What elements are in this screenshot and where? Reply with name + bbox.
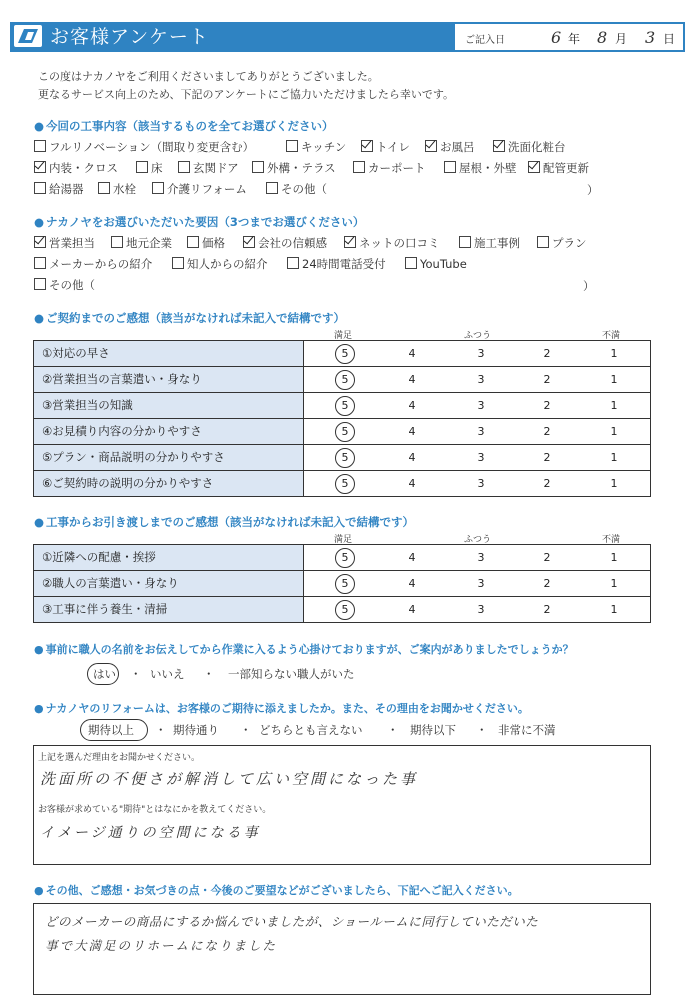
scale-label-dissatisfied: 不満 — [602, 535, 621, 545]
reason-other-close-paren: ） — [583, 279, 595, 293]
rating-2[interactable]: 2 — [543, 603, 551, 616]
intro-line-1: この度はナカノヤをご利用くださいましてありがとうございました。 — [38, 70, 379, 83]
rating-5-selected[interactable]: 5 — [335, 422, 355, 442]
rating-3[interactable]: 3 — [477, 477, 485, 490]
rating-2[interactable]: 2 — [543, 451, 551, 464]
rating-row — [34, 596, 650, 622]
rating-4[interactable]: 4 — [408, 551, 416, 564]
option-separator: ・ — [203, 667, 215, 681]
rating-1[interactable]: 1 — [610, 551, 618, 564]
rating-row-label: ⑥ご契約時の説明の分かりやすさ — [34, 471, 304, 496]
rating-2[interactable]: 2 — [543, 551, 551, 564]
rating-row-label: ⑤プラン・商品説明の分かりやすさ — [34, 445, 304, 470]
checkbox-box[interactable] — [187, 236, 199, 248]
rating-3[interactable]: 3 — [477, 347, 485, 360]
rating-1[interactable]: 1 — [610, 451, 618, 464]
option-separator: ・ — [155, 723, 167, 737]
checkbox-piping[interactable]: 配管更新 — [528, 161, 589, 175]
option-above-expectation[interactable]: 期待以上 — [88, 723, 134, 737]
rating-1[interactable]: 1 — [610, 477, 618, 490]
option-yes[interactable]: はい — [93, 667, 116, 681]
checkbox-box[interactable] — [178, 161, 190, 173]
checkbox-friend-referral[interactable]: 知人からの紹介 — [172, 257, 268, 271]
rating-4[interactable]: 4 — [408, 425, 416, 438]
checkbox-box[interactable] — [34, 140, 46, 152]
reason-handwritten-answer[interactable]: 洗面所の不便さが解消して広い空間になった事 — [40, 770, 419, 788]
option-neutral[interactable]: どちらとも言えない — [259, 723, 363, 737]
scale-label-satisfied: 満足 — [334, 535, 353, 545]
option-separator: ・ — [240, 723, 252, 737]
checkbox-reason-other[interactable]: その他（ — [34, 278, 95, 292]
checkbox-box[interactable] — [252, 161, 264, 173]
rating-4[interactable]: 4 — [408, 477, 416, 490]
rating-row — [34, 366, 650, 392]
section-heading-expectation: ● ナカノヤのリフォームは、お客様のご期待に添えましたか。また、その理由をお聞かせください。 — [34, 702, 529, 715]
checkbox-box[interactable] — [537, 236, 549, 248]
checkbox-box[interactable] — [361, 140, 373, 152]
expectation-prompt-label: お客様が求めている"期待"とはなにかを教えてください。 — [38, 805, 272, 815]
rating-3[interactable]: 3 — [477, 451, 485, 464]
checkbox-box[interactable] — [34, 236, 46, 248]
checkbox-box[interactable] — [425, 140, 437, 152]
option-no[interactable]: いいえ — [150, 667, 185, 681]
rating-3[interactable]: 3 — [477, 577, 485, 590]
checkbox-sales-rep[interactable]: 営業担当 — [34, 236, 95, 250]
rating-4[interactable]: 4 — [408, 347, 416, 360]
checkbox-faucet[interactable]: 水栓 — [98, 182, 136, 196]
rating-1[interactable]: 1 — [610, 347, 618, 360]
option-partially-unknown[interactable]: 一部知らない職人がいた — [228, 667, 355, 681]
company-logo-icon — [14, 25, 42, 47]
checkbox-care-reform[interactable]: 介護リフォーム — [152, 182, 247, 196]
rating-4[interactable]: 4 — [408, 451, 416, 464]
handover-rating-table — [33, 544, 651, 623]
checkbox-box[interactable] — [405, 257, 417, 269]
rating-row — [34, 418, 650, 444]
checkbox-carport[interactable]: カーポート — [353, 161, 426, 175]
section-heading-contract: ● ご契約までのご感想（該当がなければ未記入で結構です） — [34, 311, 346, 325]
scale-label-satisfied: 満足 — [334, 331, 353, 341]
other-comment-line-2[interactable]: 事で大満足のリホームになりました — [45, 938, 278, 953]
checkbox-local-company[interactable]: 地元企業 — [111, 236, 172, 250]
rating-row-label: ①近隣への配慮・挨拶 — [34, 545, 304, 570]
option-separator: ・ — [130, 667, 142, 681]
rating-row-label: ④お見積り内容の分かりやすさ — [34, 419, 304, 444]
rating-1[interactable]: 1 — [610, 399, 618, 412]
checkbox-trust[interactable]: 会社の信頼感 — [243, 236, 327, 250]
rating-4[interactable]: 4 — [408, 373, 416, 386]
rating-row-label: ②職人の言葉遣い・身なり — [34, 571, 304, 596]
reason-prompt-label: 上記を選んだ理由をお聞かせください。 — [38, 753, 201, 763]
other-comment-line-1[interactable]: どのメーカーの商品にするか悩んでいましたが、ショールームに同行していただいた — [45, 914, 539, 929]
checkbox-box[interactable] — [286, 140, 298, 152]
rating-3[interactable]: 3 — [477, 551, 485, 564]
date-month-value[interactable]: 8 — [597, 28, 608, 47]
form-title: お客様アンケート — [50, 26, 209, 48]
rating-2[interactable]: 2 — [543, 399, 551, 412]
rating-5-selected[interactable]: 5 — [335, 548, 355, 568]
section-heading-other: ● その他、ご感想・お気づきの点・今後のご要望などがございましたら、下記へご記入ください。 — [34, 884, 519, 897]
date-label: ご記入日 — [465, 35, 505, 46]
rating-row-label: ③工事に伴う養生・清掃 — [34, 597, 304, 622]
checkbox-entrance-door[interactable]: 玄関ドア — [178, 161, 239, 175]
rating-2[interactable]: 2 — [543, 477, 551, 490]
rating-row-label: ③営業担当の知識 — [34, 393, 304, 418]
rating-2[interactable]: 2 — [543, 425, 551, 438]
rating-row — [34, 444, 650, 470]
checkbox-online-reviews[interactable]: ネットの口コミ — [344, 236, 440, 250]
rating-5-selected[interactable]: 5 — [335, 574, 355, 594]
option-as-expected[interactable]: 期待通り — [173, 723, 219, 737]
date-month-unit: 月 — [615, 32, 628, 46]
checkbox-box[interactable] — [172, 257, 184, 269]
date-day-value[interactable]: 3 — [645, 28, 656, 47]
scale-label-normal: ふつう — [464, 331, 492, 341]
checkbox-box[interactable] — [152, 182, 164, 194]
checkbox-bath[interactable]: お風呂 — [425, 140, 475, 154]
checkbox-box[interactable] — [98, 182, 110, 194]
section-heading-reason: ● ナカノヤをお選びいただいた要因（3つまでお選びください） — [34, 215, 365, 229]
option-separator: ・ — [476, 723, 488, 737]
intro-line-2: 更なるサービス向上のため、下記のアンケートにご協力いただけましたら幸いです。 — [38, 88, 455, 101]
checkbox-exterior-terrace[interactable]: 外構・テラス — [252, 161, 336, 175]
checkbox-work-other[interactable]: その他（ — [266, 182, 327, 196]
checkbox-box[interactable] — [34, 161, 46, 173]
checkbox-box[interactable] — [111, 236, 123, 248]
checkbox-box[interactable] — [34, 182, 46, 194]
scale-label-normal: ふつう — [464, 535, 492, 545]
rating-3[interactable]: 3 — [477, 399, 485, 412]
section-heading-craftsman: ● 事前に職人の名前をお伝えしてから作業に入るよう心掛けておりますが、ご案内がありましたでしょうか？ — [34, 643, 574, 656]
date-year-unit: 年 — [568, 32, 581, 46]
checkbox-box[interactable] — [287, 257, 299, 269]
checkbox-toilet[interactable]: トイレ — [361, 140, 410, 154]
checkbox-case-studies[interactable]: 施工事例 — [459, 236, 520, 250]
checkbox-box[interactable] — [34, 257, 46, 269]
checkbox-water-heater[interactable]: 給湯器 — [34, 182, 84, 196]
rating-2[interactable]: 2 — [543, 347, 551, 360]
rating-5-selected[interactable]: 5 — [335, 600, 355, 620]
rating-3[interactable]: 3 — [477, 373, 485, 386]
date-year-value[interactable]: 6 — [551, 28, 562, 47]
rating-5-selected[interactable]: 5 — [335, 448, 355, 468]
checkbox-box[interactable] — [459, 236, 471, 248]
checkbox-box[interactable] — [243, 236, 255, 248]
rating-5-selected[interactable]: 5 — [335, 474, 355, 494]
date-day-unit: 日 — [663, 32, 676, 46]
section-heading-work: ● 今回の工事内容（該当するものを全てお選びください） — [34, 119, 334, 133]
rating-3[interactable]: 3 — [477, 603, 485, 616]
rating-5-selected[interactable]: 5 — [335, 370, 355, 390]
rating-2[interactable]: 2 — [543, 577, 551, 590]
checkbox-interior-cloth[interactable]: 内装・クロス — [34, 161, 118, 175]
rating-row-label: ①対応の早さ — [34, 341, 304, 366]
rating-4[interactable]: 4 — [408, 577, 416, 590]
checkbox-box[interactable] — [528, 161, 540, 173]
rating-5-selected[interactable]: 5 — [335, 344, 355, 364]
rating-3[interactable]: 3 — [477, 425, 485, 438]
checkbox-plan[interactable]: プラン — [537, 236, 587, 250]
checkbox-box[interactable] — [353, 161, 365, 173]
checkbox-floor[interactable]: 床 — [136, 161, 163, 175]
checkbox-full-renovation[interactable]: フルリノベーション（間取り変更含む） — [34, 140, 254, 154]
checkbox-box[interactable] — [266, 182, 278, 194]
option-below-expectation[interactable]: 期待以下 — [410, 723, 456, 737]
rating-row — [34, 545, 650, 570]
rating-row — [34, 570, 650, 596]
checkbox-box[interactable] — [34, 278, 46, 290]
work-other-close-paren: ） — [587, 183, 599, 197]
rating-1[interactable]: 1 — [610, 425, 618, 438]
checkbox-maker-referral[interactable]: メーカーからの紹介 — [34, 257, 152, 271]
checkbox-box[interactable] — [493, 140, 505, 152]
rating-1[interactable]: 1 — [610, 373, 618, 386]
checkbox-box[interactable] — [444, 161, 456, 173]
rating-row — [34, 341, 650, 366]
rating-4[interactable]: 4 — [408, 603, 416, 616]
section-heading-handover: ● 工事からお引き渡しまでのご感想（該当がなければ未記入で結構です） — [34, 515, 415, 529]
option-separator: ・ — [387, 723, 399, 737]
checkbox-box[interactable] — [344, 236, 356, 248]
scale-label-dissatisfied: 不満 — [602, 331, 621, 341]
checkbox-youtube[interactable]: YouTube — [405, 257, 467, 271]
checkbox-box[interactable] — [136, 161, 148, 173]
rating-row — [34, 470, 650, 496]
rating-5-selected[interactable]: 5 — [335, 396, 355, 416]
rating-2[interactable]: 2 — [543, 373, 551, 386]
checkbox-price[interactable]: 価格 — [187, 236, 225, 250]
contract-rating-table — [33, 340, 651, 497]
rating-row — [34, 392, 650, 418]
checkbox-roof-wall[interactable]: 屋根・外壁 — [444, 161, 517, 175]
option-very-dissatisfied[interactable]: 非常に不満 — [498, 723, 556, 737]
expectation-handwritten-answer[interactable]: イメージ通りの空間になる事 — [40, 825, 261, 841]
rating-4[interactable]: 4 — [408, 399, 416, 412]
rating-1[interactable]: 1 — [610, 577, 618, 590]
checkbox-24h-phone[interactable]: 24時間電話受付 — [287, 257, 386, 271]
checkbox-kitchen[interactable]: キッチン — [286, 140, 346, 154]
checkbox-washstand[interactable]: 洗面化粧台 — [493, 140, 566, 154]
rating-1[interactable]: 1 — [610, 603, 618, 616]
rating-row-label: ②営業担当の言葉遣い・身なり — [34, 367, 304, 392]
